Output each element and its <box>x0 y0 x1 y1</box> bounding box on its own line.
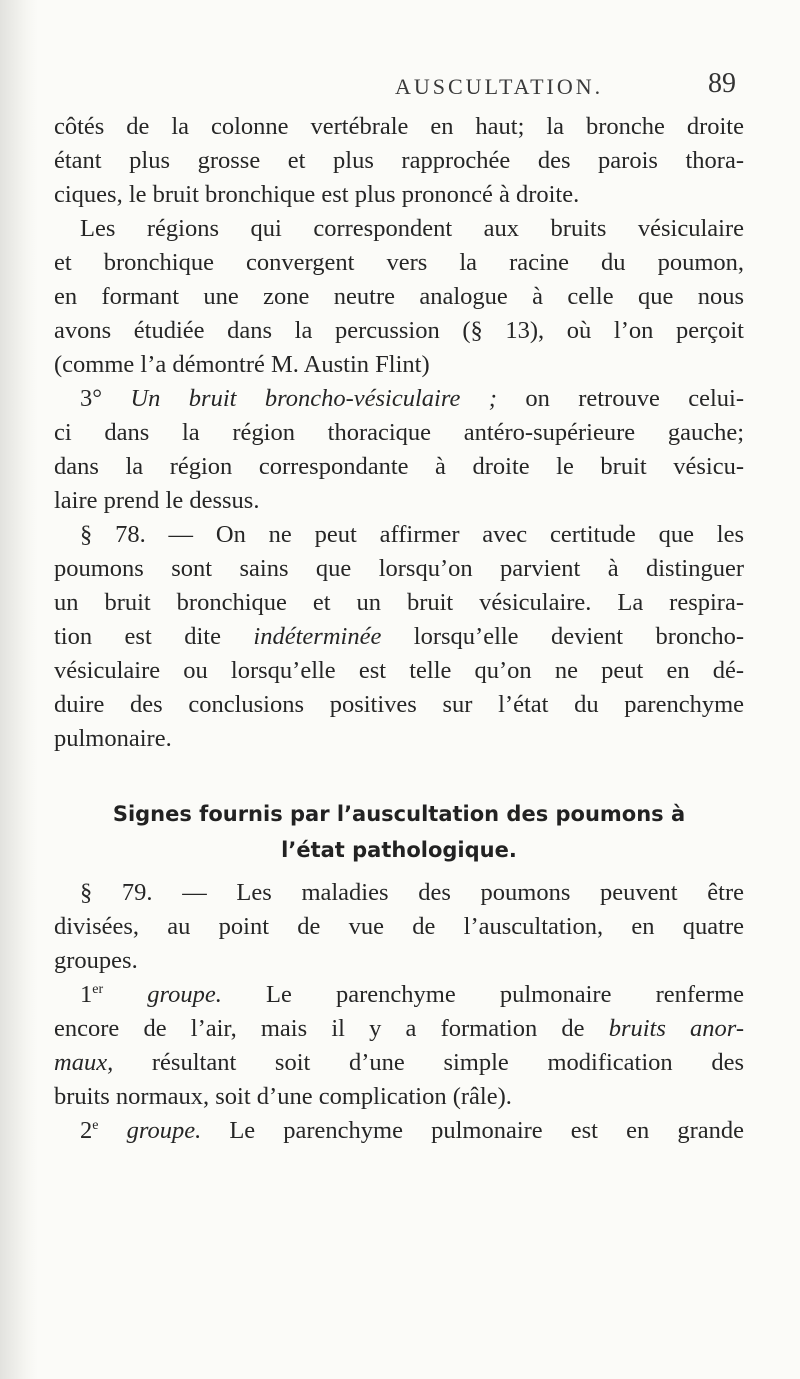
text-line: ci dans la région thoracique antéro-supérieure gauche; <box>54 419 744 446</box>
paragraph-group-1 <box>54 978 744 1114</box>
italic-term: maux, <box>54 1049 114 1076</box>
text-line: dans la région correspondante à droite le bruit vésicu- <box>54 453 744 480</box>
page-header <box>0 68 800 104</box>
text-fragment: tion est dite <box>54 623 221 650</box>
text-line: Les régions qui correspondent aux bruits vésiculaire <box>80 215 744 242</box>
text-fragment: résultant soit d’une simple modification des <box>151 1049 744 1076</box>
text-line <box>54 1012 744 1046</box>
page-body <box>54 110 744 1148</box>
page-number: 89 <box>708 68 736 99</box>
text-line: bruits normaux, soit d’une complication (râle). <box>54 1083 512 1110</box>
text-line: avons étudiée dans la percussion (§ 13), où l’on perçoit <box>54 317 744 344</box>
text-line: duire des conclusions positives sur l’état du parenchyme <box>54 691 744 718</box>
text-fragment: on retrouve celui- <box>525 385 745 412</box>
text-line: un bruit bronchique et un bruit vésiculaire. La respira- <box>54 589 744 616</box>
text-line: § 78. — On ne peut affirmer avec certitude que les <box>80 521 744 548</box>
text-line: en formant une zone neutre analogue à celle que nous <box>54 283 744 310</box>
paragraph-3 <box>54 382 744 518</box>
text-line <box>54 620 744 654</box>
text-line: et bronchique convergent vers la racine du poumon, <box>54 249 744 276</box>
text-line: laire prend le dessus. <box>54 487 260 514</box>
italic-term: groupe. <box>126 1117 202 1144</box>
text-fragment: Le parenchyme pulmonaire renferme <box>266 981 744 1008</box>
text-line <box>54 978 744 1012</box>
text-fragment: lorsqu’elle devient broncho- <box>413 623 745 650</box>
text-fragment: Le parenchyme pulmonaire est en grande <box>229 1117 744 1144</box>
italic-term: Un bruit broncho-vésiculaire ; <box>130 385 497 412</box>
page-binding-shadow <box>0 0 38 1379</box>
paragraph-2 <box>54 212 744 382</box>
running-head: AUSCULTATION. <box>395 74 604 99</box>
text-line: (comme l’a démontré M. Austin Flint) <box>54 351 430 378</box>
ordinal-suffix: er <box>92 981 104 997</box>
text-line: ciques, le bruit bronchique est plus prononcé à droite. <box>54 181 580 208</box>
text-line: vésiculaire ou lorsqu’elle est telle qu’on ne peut en dé- <box>54 657 744 684</box>
paragraph-78 <box>54 518 744 756</box>
text-line: divisées, au point de vue de l’auscultation, en quatre <box>54 913 744 940</box>
text-line <box>54 382 744 416</box>
italic-term: indéterminée <box>253 623 382 650</box>
list-number: 2 <box>80 1117 93 1144</box>
text-line: pulmonaire. <box>54 725 172 752</box>
paragraph-group-2 <box>54 1114 744 1148</box>
text-line <box>54 1046 744 1080</box>
text-line: côtés de la colonne vertébrale en haut; la bronche droite <box>54 113 744 140</box>
text-line: groupes. <box>54 947 138 974</box>
list-number: 1 <box>80 981 93 1008</box>
italic-term: bruits anor- <box>608 1015 745 1042</box>
italic-term: groupe. <box>147 981 222 1008</box>
list-number: 3° <box>80 385 103 412</box>
text-fragment: encore de l’air, mais il y a formation de <box>54 1015 585 1042</box>
section-heading <box>54 796 744 868</box>
heading-line: l’état pathologique. <box>281 838 517 862</box>
text-line: étant plus grosse et plus rapprochée des parois thora- <box>54 147 744 174</box>
text-line <box>54 1114 744 1148</box>
paragraph-79 <box>54 876 744 978</box>
ordinal-suffix: e <box>92 1117 99 1133</box>
heading-line: Signes fournis par l’auscultation des poumons à <box>112 802 686 826</box>
text-line: poumons sont sains que lorsqu’on parvient à distinguer <box>54 555 744 582</box>
text-line: § 79. — Les maladies des poumons peuvent être <box>80 879 744 906</box>
paragraph-1 <box>54 110 744 212</box>
